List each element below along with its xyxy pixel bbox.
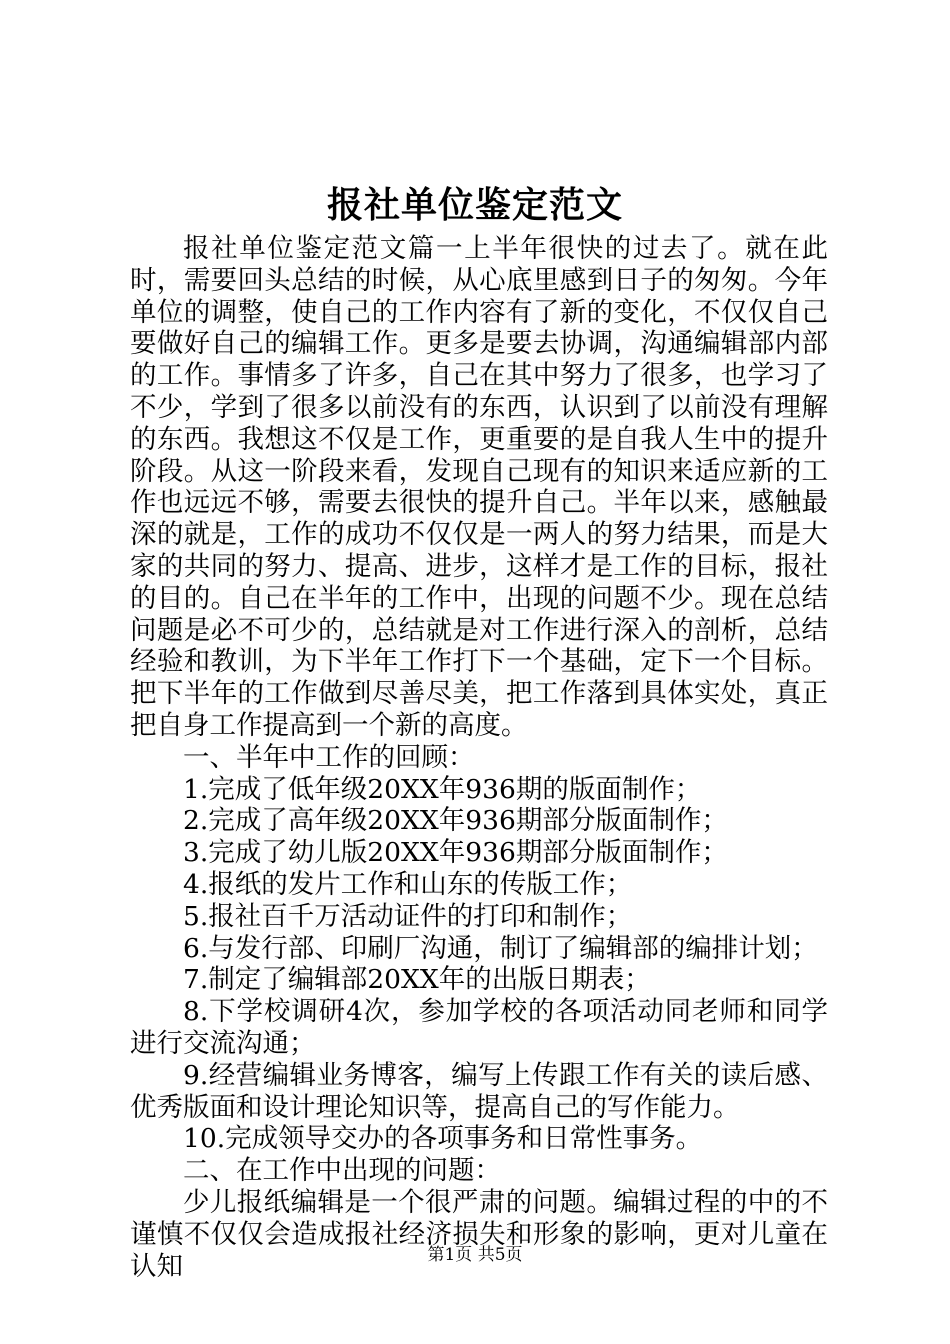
list-item: 6.与发行部、印刷厂沟通，制订了编辑部的编排计划； xyxy=(183,932,818,964)
list-item: 4.报纸的发片工作和山东的传版工作； xyxy=(183,868,633,900)
list-item: 9.经营编辑业务博客，编写上传跟工作有关的读后感、优秀版面和设计理论知识等，提高自己的写作能力。 xyxy=(130,1059,828,1123)
paragraph-intro: 报社单位鉴定范文篇一上半年很快的过去了。就在此时，需要回头总结的时候，从心底里感到日子的匆匆。今年单位的调整，使自己的工作内容有了新的变化，不仅仅自己要做好自己的编辑工作。更多是要去协调，沟通编辑部内部的工作。事情多了许多，自己在其中努力了很多，也学习了不少，学到了很多以前没有的东西，认识到了以前没有理解的东西。我想这不仅是工作，更重要的是自我人生中的提升阶段。从这一阶段来看，发现自己现有的知识来适应新的工作也远远不够，需要去很快的提升自己。半年以来，感触最深的就是，工作的成功不仅仅是一两人的努力结果，而是大家的共同的努力、提高、进步，这样才是工作的目标，报社的目的。自己在半年的工作中，出现的问题不少。现在总结问题是必不可少的，总结就是对工作进行深入的剖析，总结经验和教训，为下半年工作打下一个基础，定下一个目标。把下半年的工作做到尽善尽美，把工作落到具体实处，真正把自身工作提高到一个新的高度。 xyxy=(130,233,828,741)
list-item: 5.报社百千万活动证件的打印和制作； xyxy=(183,900,633,932)
document-title: 报社单位鉴定范文 xyxy=(326,184,623,226)
list-item: 2.完成了高年级20XX年936期部分版面制作； xyxy=(183,805,728,837)
list-item: 10.完成领导交办的各项事务和日常性事务。 xyxy=(183,1123,703,1155)
paragraph-problems: 少儿报纸编辑是一个很严肃的问题。编辑过程的中的不谨慎不仅仅会造成报社经济损失和形象的影响，更对儿童在认知 xyxy=(130,1186,828,1282)
page-footer: 第1页 共5页 xyxy=(427,1245,523,1265)
list-item: 3.完成了幼儿版20XX年936期部分版面制作； xyxy=(183,837,728,869)
list-item: 8.下学校调研4次，参加学校的各项活动同老师和同学进行交流沟通； xyxy=(130,996,828,1059)
section-heading-problems: 二、在工作中出现的问题： xyxy=(183,1155,501,1187)
list-item: 1.完成了低年级20XX年936期的版面制作； xyxy=(183,773,702,805)
document-body xyxy=(130,233,828,1282)
list-item: 7.制定了编辑部20XX年的出版日期表； xyxy=(183,964,651,996)
section-heading-review: 一、半年中工作的回顾： xyxy=(183,741,475,773)
